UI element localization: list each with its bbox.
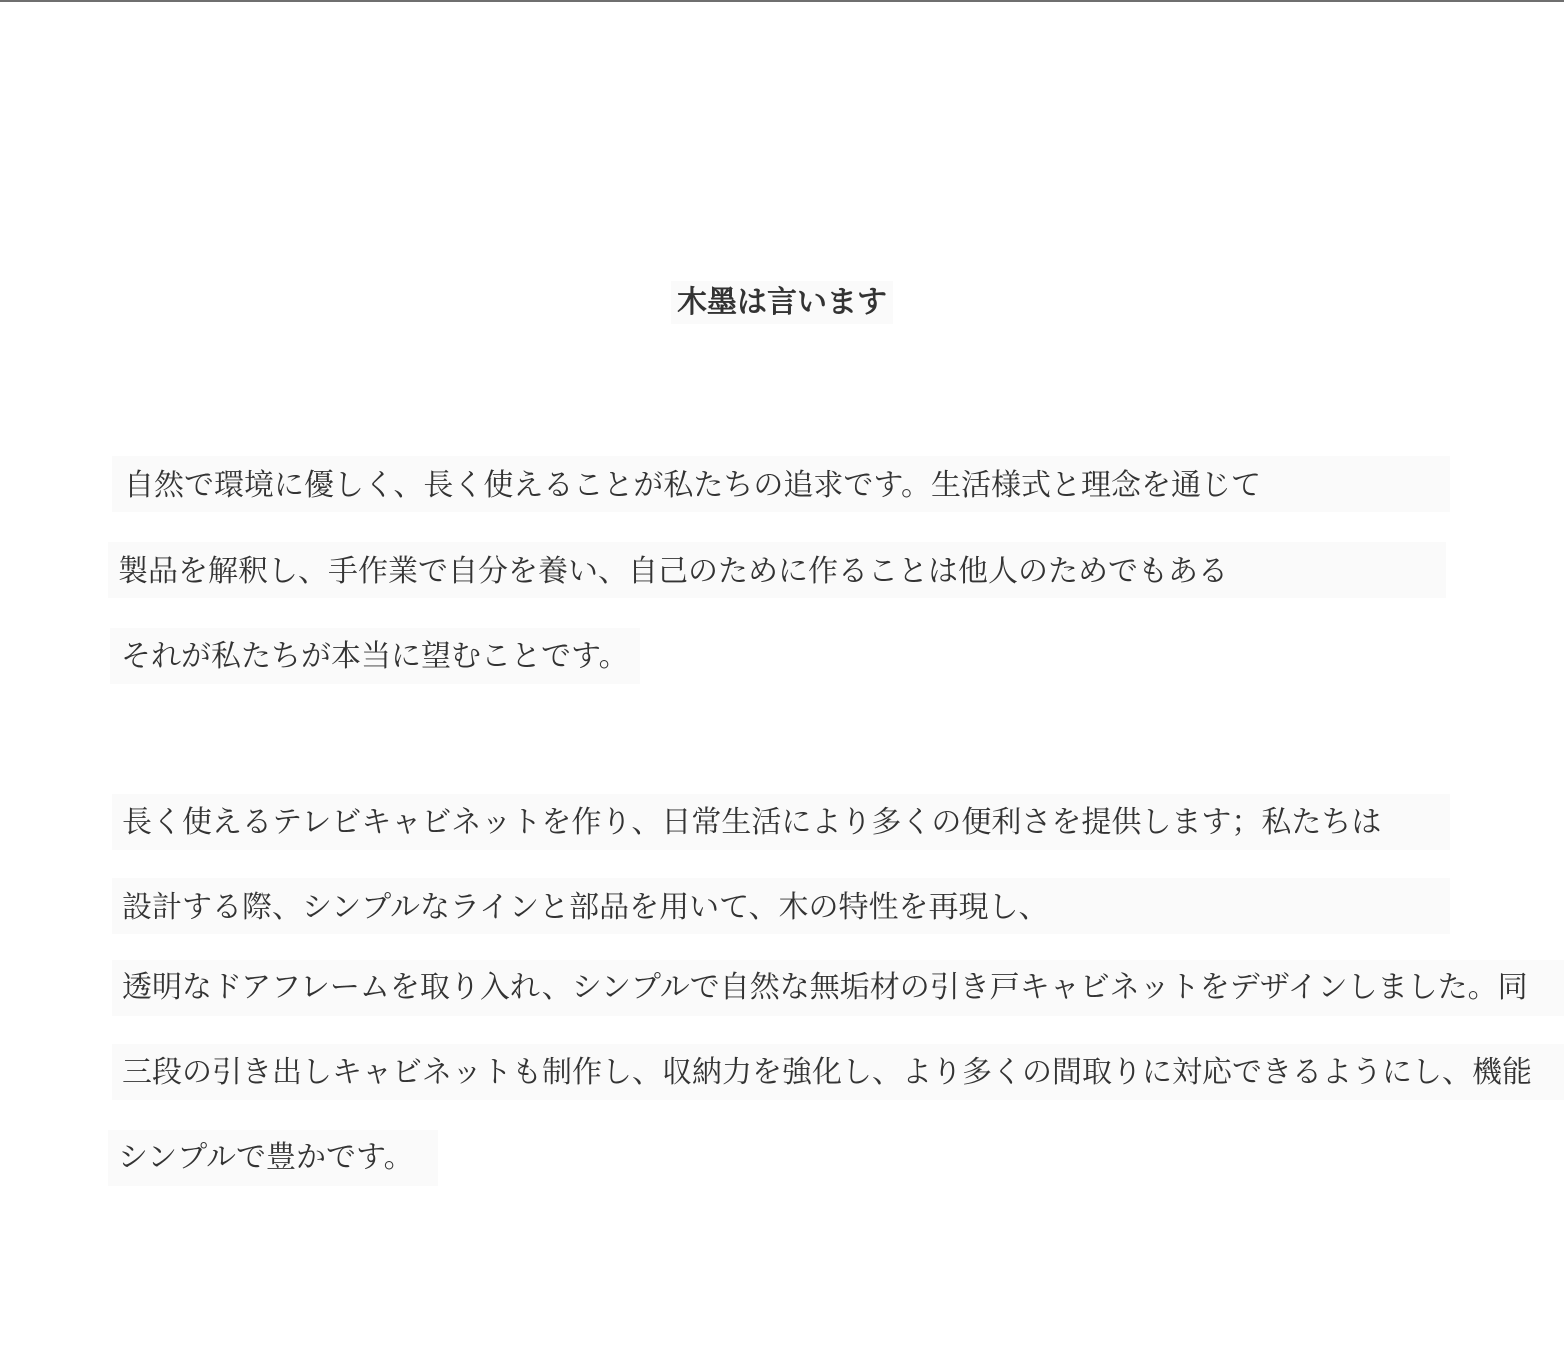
paragraph-2-line-3: 透明なドアフレームを取り入れ、シンプルで自然な無垢材の引き戸キャビネットをデザインしました。同 [122,970,1528,1005]
paragraph-1-line-1: 自然で環境に優しく、長く使えることが私たちの追求です。生活様式と理念を通じて [124,468,1261,503]
page-title-text: 木墨は言います [671,281,893,324]
paragraph-2-line-4: 三段の引き出しキャビネットも制作し、収納力を強化し、より多くの間取りに対応できるようにし、機能 [122,1055,1532,1090]
top-divider [0,0,1564,2]
paragraph-2-line-2: 設計する際、シンプルなラインと部品を用いて、木の特性を再現し、 [122,890,1049,925]
paragraph-2-line-1: 長く使えるテレビキャビネットを作り、日常生活により多くの便利さを提供します；私たちは [122,805,1382,840]
paragraph-1-line-2: 製品を解釈し、手作業で自分を養い、自己のために作ることは他人のためでもある [118,554,1228,589]
paragraph-1-line-3: それが私たちが本当に望むことです。 [121,639,629,674]
page-title [0,283,1564,323]
paragraph-2-line-5: シンプルで豊かです。 [118,1140,414,1175]
